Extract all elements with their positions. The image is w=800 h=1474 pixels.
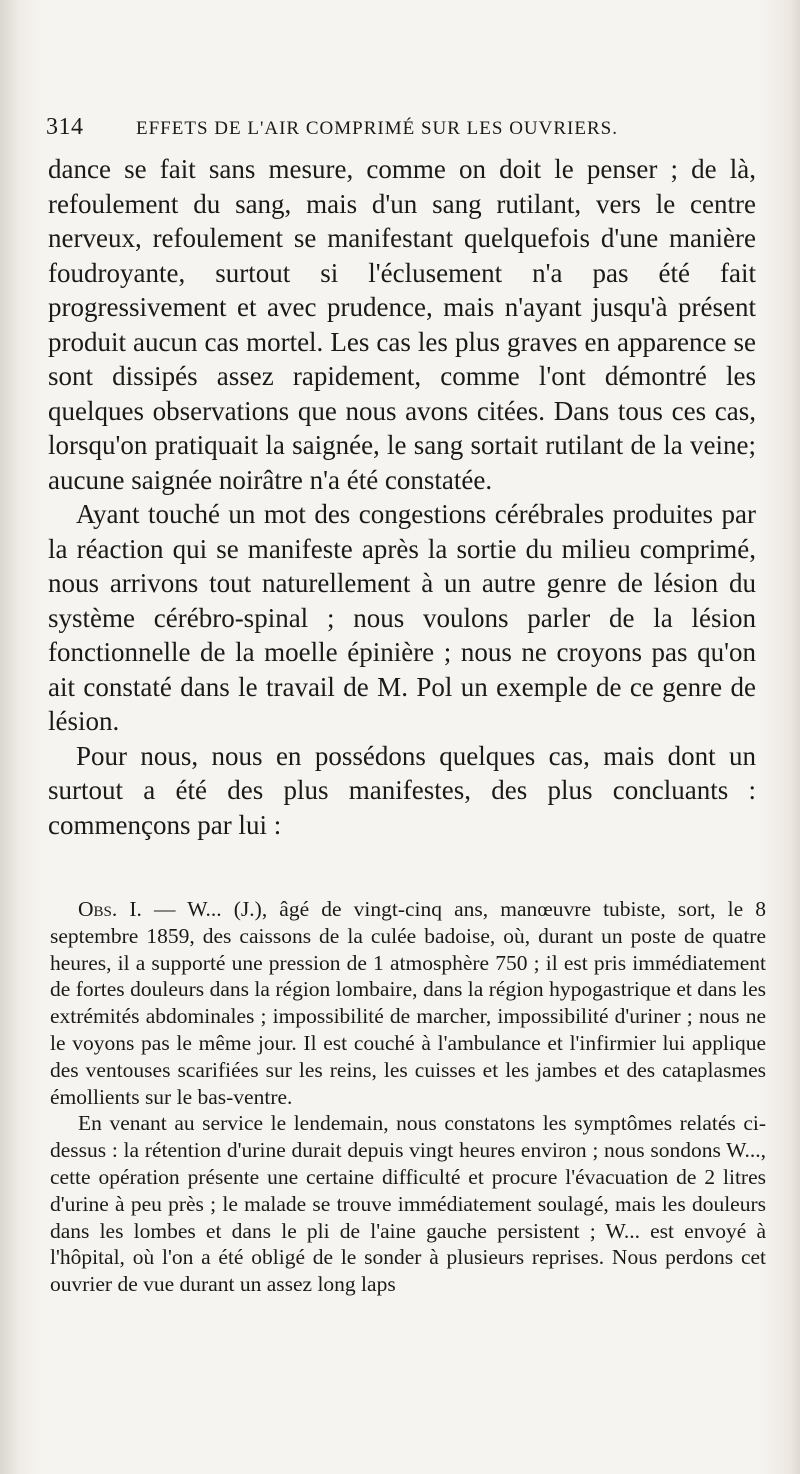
observation-block (50, 896, 766, 1298)
observation-text: — W... (J.), âgé de vingt-cinq ans, manœuvre tubiste, sort, le 8 septembre 1859, des caissons de la culée badoise, où, durant un poste de quatre heures, il a supporté une pression de 1 atmosphère 750 ; il est pris immédiatement de fortes douleurs dans la région lombaire, dans la région hypogastrique et dans les extrémités abdominales ; impossibilité de marcher, impossibilité d'uriner ; nous ne le voyons pas le même jour. Il est couché à l'ambulance et l'infirmier lui applique des ventouses scarifiées sur les reins, les cuisses et les jambes et des cataplasmes émollients sur le bas-ventre. (50, 897, 766, 1109)
observation-paragraph (50, 896, 766, 1110)
running-title: EFFETS DE L'AIR COMPRIMÉ SUR LES OUVRIERS. (136, 118, 618, 139)
paragraph-cases-intro: Pour nous, nous en possédons quelques cas, mais dont un surtout a été des plus manifestes, des plus concluants : commençons par lui : (48, 740, 756, 840)
paragraph-continuation: dance se fait sans mesure, comme on doit le penser ; de là, refoulement du sang, mais d'un sang rutilant, vers le centre nerveux, refoulement se manifestant quelquefois d'une manière foudroyante, surtout si l'éclusement n'a pas été fait progressivement et avec prudence, mais n'ayant jusqu'à présent produit aucun cas mortel. Les cas les plus graves en apparence se sont dissipés assez rapidement, comme l'ont démontré les quelques observations que nous avons citées. Dans tous ces cas, lorsqu'on pratiquait la saignée, le sang sortait rutilant de la veine; aucune saignée noirâtre n'a été constatée. (48, 154, 756, 495)
observation-followup: En venant au service le lendemain, nous constatons les symptômes relatés ci-dessus : la rétention d'urine durait depuis vingt heures environ ; nous sondons W..., cette opération présente une certaine difficulté et procure l'évacuation de 2 litres d'urine à peu près ; le malade se trouve immédiatement soulagé, mais les douleurs dans les lombes et dans le pli de l'aine gauche persistent ; W... est envoyé à l'hôpital, où l'on a été obligé de le sonder à plusieurs reprises. Nous perdons cet ouvrier de vue durant un assez long laps (50, 1111, 766, 1297)
page-header (46, 114, 756, 144)
paragraph-spinal-lesion: Ayant touché un mot des congestions cérébrales produites par la réaction qui se manifeste après la sortie du milieu comprimé, nous arrivons tout naturellement à un autre genre de lésion du système cérébro-spinal ; nous voulons parler de la lésion fonctionnelle de la moelle épinière ; nous ne croyons pas qu'on ait constaté dans le travail de M. Pol un exemple de ce genre de lésion. (48, 499, 756, 736)
observation-label: Obs. I. (78, 897, 142, 921)
main-text (48, 152, 756, 842)
page-number: 314 (46, 114, 84, 140)
